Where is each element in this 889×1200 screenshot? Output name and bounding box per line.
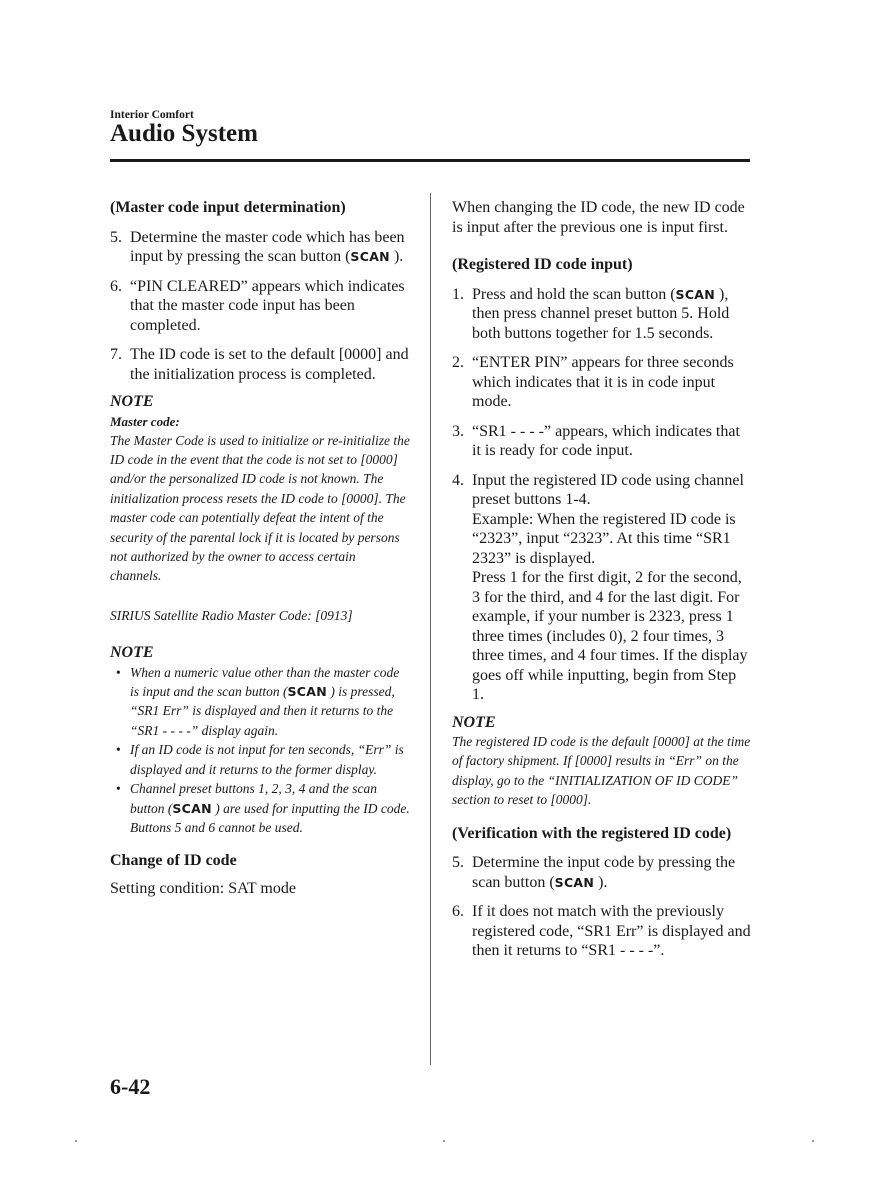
- subheading-change-id-code: Change of ID code: [110, 852, 237, 870]
- print-mark: [812, 1140, 814, 1142]
- note-bullet: [110, 663, 410, 741]
- item-number: 5.: [452, 854, 464, 872]
- bullet-text: ) is pressed, “SR1 Err” is displayed and then it returns to the “SR1 - - - -” display again.: [130, 684, 395, 738]
- scan-button-symbol: SCAN: [350, 249, 390, 264]
- item-text: “SR1 - - - -” appears, which indicates that it is ready for code input.: [472, 422, 740, 459]
- list-item: [452, 285, 752, 344]
- item-text: Press 1 for the first digit, 2 for the second, 3 for the third, and 4 for the last digit. For example, if your number is 2323, press 1 three times (includes 0), 2 four times, 3 three times, and 4 four times. If the display goes off while inputting, begin from Step 1.: [472, 569, 748, 703]
- item-text: The ID code is set to the default [0000] and the initialization process is completed.: [130, 346, 409, 383]
- list-item: [452, 353, 752, 412]
- bullet-text: Channel preset buttons 1, 2, 3, 4 and the scan button (: [130, 781, 377, 816]
- note-subtitle: Master code:: [110, 413, 180, 429]
- item-text: ).: [393, 248, 404, 265]
- item-text: Determine the input code by pressing the scan button (: [472, 854, 736, 891]
- item-number: 7.: [110, 346, 122, 363]
- page-number: 6-42: [110, 1074, 151, 1099]
- list-item: [452, 853, 752, 892]
- item-text: Determine the master code which has been input by pressing the scan button (: [130, 228, 405, 265]
- list-item: [452, 422, 752, 461]
- subheading-verification: (Verification with the registered ID code): [452, 824, 732, 842]
- bullet-icon: •: [116, 664, 121, 680]
- scan-button-symbol: SCAN: [675, 286, 716, 302]
- bullet-icon: •: [116, 742, 121, 758]
- note-body: The Master Code is used to initialize or re-initialize the ID code in the event that the code is not set to [0000] and/or the personalized ID code is not known. The initialization process resets the ID code to [0000]. The master code can potentially defeat the intent of the security of the parental lock if it is located by persons not authorized by the owner to access certain channels.: [110, 432, 410, 584]
- page-title: Audio System: [110, 120, 258, 147]
- item-text: ), then press channel preset button 5. Hold both buttons together for 1.5 seconds.: [472, 285, 730, 342]
- item-number: 6.: [452, 903, 464, 921]
- intro-paragraph: When changing the ID code, the new ID code is input after the previous one is input first.: [452, 199, 745, 236]
- note-bullet: [110, 779, 410, 837]
- note-bullet: [110, 740, 410, 779]
- item-text: ).: [598, 873, 608, 891]
- item-number: 3.: [452, 422, 464, 440]
- item-number: 4.: [452, 471, 464, 489]
- subheading-master-code-input: (Master code input determination): [110, 199, 346, 216]
- scan-button-symbol: SCAN: [554, 874, 595, 890]
- subheading-registered-id-input: (Registered ID code input): [452, 256, 633, 273]
- note-title: NOTE: [452, 713, 496, 731]
- item-number: 6.: [110, 277, 122, 295]
- column-divider: [430, 193, 431, 1065]
- master-code-note: SIRIUS Satellite Radio Master Code: [0913]: [110, 607, 353, 623]
- list-item: [452, 471, 752, 705]
- item-text: “PIN CLEARED” appears which indicates that the master code input has been completed.: [130, 277, 405, 334]
- item-number: 2.: [452, 354, 464, 371]
- note-title: NOTE: [110, 644, 154, 662]
- section-label: Interior Comfort: [110, 109, 194, 121]
- item-text: Press and hold the scan button (: [472, 285, 676, 303]
- bullet-text: When a numeric value other than the master code is input and the scan button (: [130, 664, 400, 700]
- note-title: NOTE: [110, 393, 154, 410]
- item-number: 5.: [110, 228, 122, 246]
- print-mark: [75, 1140, 77, 1142]
- bullet-text: ) are used for inputting the ID code. Buttons 5 and 6 cannot be used.: [130, 800, 410, 835]
- bullet-text: If an ID code is not input for ten seconds, “Err” is displayed and it returns to the former display.: [130, 742, 404, 777]
- list-item: [110, 277, 410, 336]
- item-number: 1.: [452, 285, 464, 303]
- print-mark: [443, 1140, 445, 1142]
- bullet-icon: •: [116, 781, 121, 797]
- item-text: If it does not match with the previously registered code, “SR1 Err” is displayed and then it returns to “SR1 - - - -”.: [472, 903, 751, 960]
- item-text: “ENTER PIN” appears for three seconds which indicates that it is in code input mode.: [472, 354, 734, 410]
- list-item: [452, 902, 752, 961]
- note-body: The registered ID code is the default [0000] at the time of factory shipment. If [0000] results in “Err” on the display, go to the “INITIALIZATION OF ID CODE” section to reset to [0000].: [452, 734, 751, 808]
- scan-button-symbol: SCAN: [287, 684, 328, 700]
- scan-button-symbol: SCAN: [172, 800, 212, 816]
- list-item: [110, 228, 410, 267]
- list-item: [110, 345, 410, 384]
- item-text: Example: When the registered ID code is “2323”, input “2323”. At this time “SR1 2323” is displayed.: [472, 510, 736, 567]
- right-column: [452, 198, 752, 971]
- setting-condition: Setting condition: SAT mode: [110, 879, 296, 897]
- title-rule: [110, 159, 750, 162]
- item-text: Input the registered ID code using channel preset buttons 1-4.: [472, 471, 744, 508]
- left-column: [110, 198, 410, 910]
